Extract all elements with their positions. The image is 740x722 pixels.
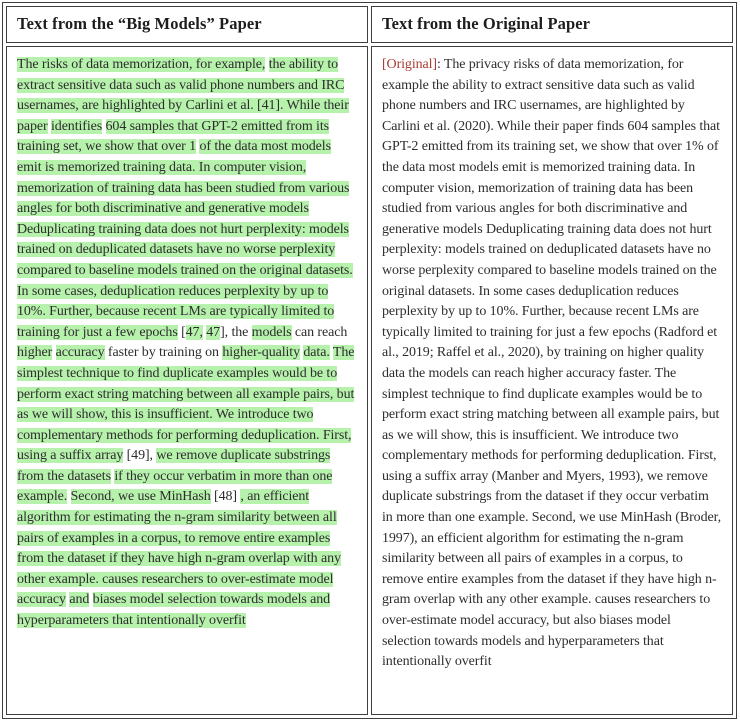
- table-header-row: [6, 6, 733, 43]
- highlighted-segment: models: [251, 324, 292, 340]
- table-body-row: [6, 46, 733, 715]
- highlighted-segment: higher: [17, 345, 53, 361]
- text-segment: can reach: [291, 324, 348, 340]
- highlighted-segment: higher-quality: [222, 345, 300, 361]
- text-segment: faster by training on: [104, 345, 223, 361]
- highlighted-segment: we remove duplicate substrings from the datasets: [17, 448, 331, 484]
- big-models-text: [17, 55, 357, 632]
- text-segment: [102, 119, 105, 134]
- original-text-cell: [371, 46, 733, 715]
- highlighted-segment: 604 samples that GPT-2 emitted from its training set, we show that over 1: [17, 118, 329, 155]
- highlighted-segment: The risks of data memorization, for example,: [17, 57, 266, 72]
- header-original-paper: Text from the Original Paper: [371, 6, 733, 43]
- highlighted-segment: accuracy: [55, 345, 105, 361]
- highlighted-segment: The simplest technique to find duplicate examples would be to perform exact string matching between all example pairs, but as we will show, this is insufficient. We introduce two complementary methods for performing deduplication. First, using a suffix array: [17, 345, 355, 464]
- highlighted-segment: and: [69, 592, 90, 608]
- original-label: [Original]: [382, 57, 437, 72]
- text-segment: [48]: [210, 489, 241, 505]
- highlighted-segment: if they occur verbatim in more than one example.: [17, 468, 333, 505]
- header-big-models-paper: Text from the “Big Models” Paper: [6, 6, 368, 43]
- highlighted-segment: 47: [206, 324, 221, 340]
- text-segment: [: [177, 324, 186, 340]
- highlighted-segment: , an efficient algorithm for estimating the n-gram similarity between all pairs of examples in a corpus, to remove entire examples from the dataset if they have high n-gram overlap with any other example. causes researchers to over-estimate model accuracy: [17, 489, 341, 608]
- text-segment: ], the: [220, 324, 252, 340]
- highlighted-segment: biases model selection towards models and hyperparameters that intentionally overfit: [17, 592, 331, 629]
- highlighted-segment: data.: [303, 345, 330, 361]
- text-segment: [49],: [123, 448, 157, 464]
- big-models-text-cell: [6, 46, 368, 715]
- highlighted-segment: identifies: [51, 118, 103, 134]
- original-text: [382, 55, 722, 673]
- highlighted-segment: of the data most models emit is memorized training data. In computer vision, memorization of training data has been studied from various angles for both discriminative and generative models Deduplicating training data does not hurt perplexity: models trained on deduplicated datasets have no worse perplexity compared to baseline models trained on the original datasets. In some cases, deduplication reduces perplexity by up to 10%. Further, because recent LMs are typically limited to training for just a few epochs: [17, 139, 353, 340]
- highlighted-segment: 47,: [185, 324, 203, 340]
- text-comparison-table: [2, 2, 737, 719]
- highlighted-segment: Second, we use MinHash: [70, 489, 211, 505]
- highlighted-segment: the ability to extract sensitive data such as valid phone numbers and IRC usernames, are highlighted by Carlini et al. [41]. While their paper: [17, 57, 349, 134]
- original-body-text: : The privacy risks of data memorization, for example the ability to extract sensitive data such as valid phone numbers and IRC usernames, are highlighted by Carlini et al. (2020). While their paper finds 604 samples that GPT-2 emitted from its training set, we show that over 1% of the data most models emit is memorized training data. In computer vision, memorization of training data has been studied from various angles for both discriminative and generative models Deduplicating training data does not hurt perplexity: models trained on deduplicated datasets have no worse perplexity compared to baseline models trained on the original datasets. In some cases deduplication reduces perplexity by up to 10%. Further, because recent LMs are typically limited to training for just a few epochs (Radford et al., 2019; Raffel et al., 2020), by training on higher quality data the models can reach higher accuracy faster. The simplest technique to find duplicate examples would be to perform exact string matching between all example pairs, but as we will show, this is insufficient. We introduce two complementary methods for performing deduplication. First, using a suffix array (Manber and Myers, 1993), we remove duplicate substrings from the dataset if they occur verbatim in more than one example. Second, we use MinHash (Broder, 1997), an efficient algorithm for estimating the n-gram similarity between all pairs of examples in a corpus, to remove entire examples from the dataset if they have high n-gram overlap with any other example. causes researchers to over-estimate model accuracy, but also biases model selection towards models and hyperparameters that intentionally overfit: [382, 57, 721, 670]
